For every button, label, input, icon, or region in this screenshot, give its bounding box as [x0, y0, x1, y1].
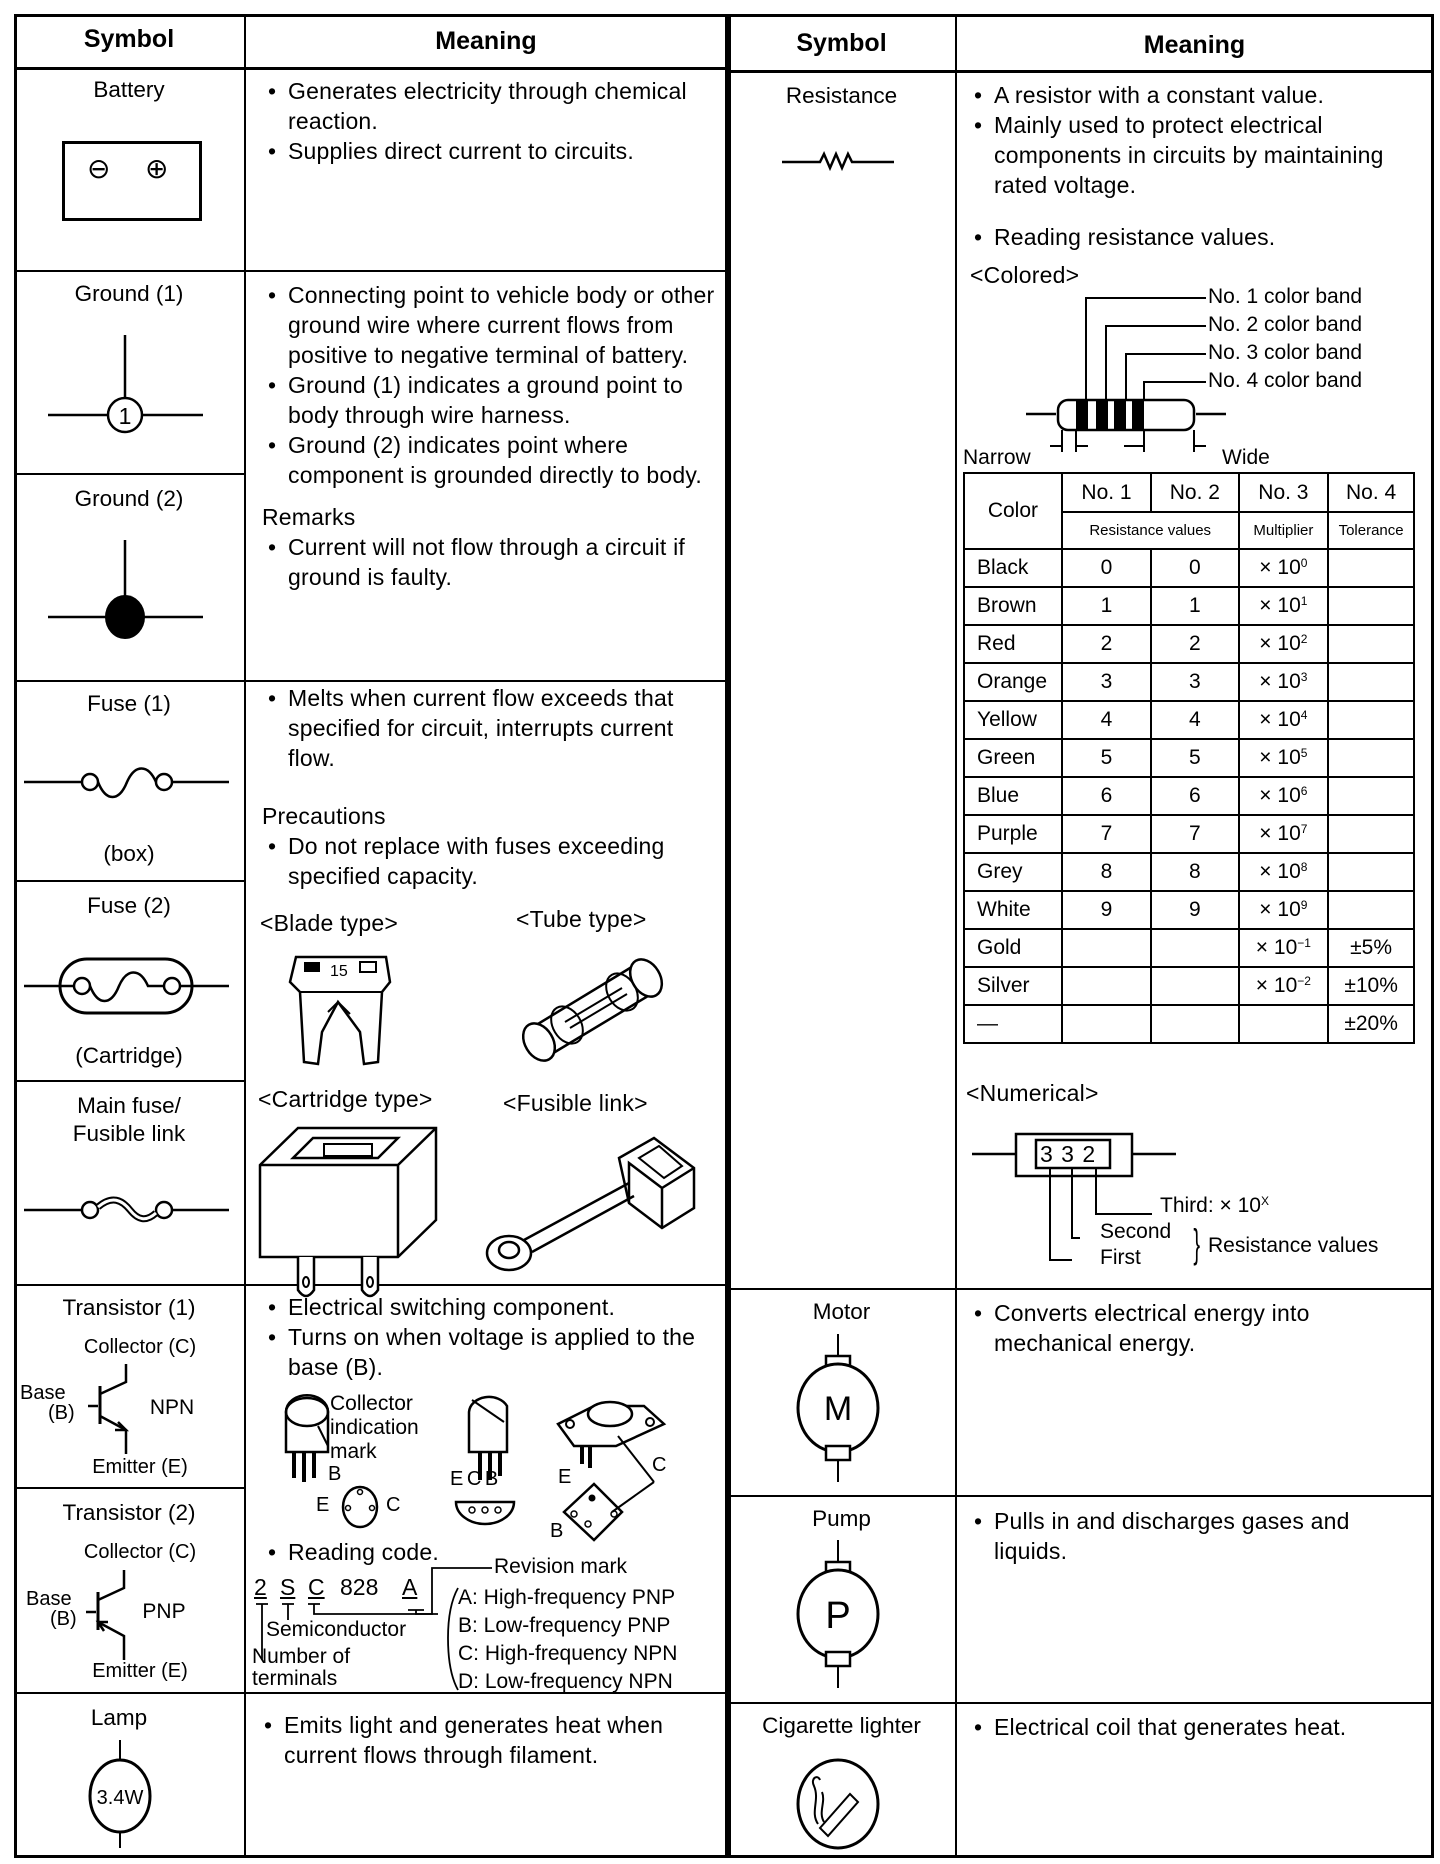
- minus-terminal-icon: ⊖: [87, 153, 111, 184]
- multiplier-cell: [1239, 701, 1329, 739]
- resistance-values-brace: }: [1193, 1222, 1201, 1266]
- transistor2-base: Base: [26, 1588, 72, 1610]
- pnp-transistor-icon: [86, 1570, 136, 1660]
- revision-mark-label: Revision mark: [494, 1555, 628, 1578]
- motor-label: Motor: [812, 1299, 871, 1324]
- no1-cell: 0: [1062, 549, 1151, 587]
- multiplier-base: × 10: [1259, 556, 1301, 579]
- bullet: • Do not replace with fuses exceeding specified capacity.: [262, 831, 722, 891]
- power-pin-b-label: B: [550, 1520, 564, 1542]
- multiplier-cell: [1239, 891, 1329, 929]
- bullet: • Pulls in and discharges gases and liquids.: [968, 1506, 1428, 1566]
- npn-transistor-icon: [88, 1364, 138, 1454]
- color-cell: Red: [964, 625, 1062, 663]
- band-label-3: No. 3 color band: [1208, 341, 1363, 364]
- table-row: [964, 701, 1414, 739]
- bullet: • Mainly used to protect electrical components in circuits by maintaining rated voltage.: [968, 110, 1428, 200]
- cigarette-lighter-meaning: [968, 1712, 1428, 1742]
- multiplier-base: × 10: [1259, 632, 1301, 655]
- cigarette-lighter-icon: [796, 1756, 886, 1856]
- wide-label: Wide: [1222, 446, 1270, 469]
- number-of-terminals-label: [252, 1646, 350, 1690]
- multiplier-base: × 10: [1259, 746, 1301, 769]
- color-code-rows: [964, 549, 1414, 1043]
- multiplier-cell: [1239, 549, 1329, 587]
- bullet: • Turns on when voltage is applied to the base (B).: [262, 1322, 722, 1382]
- col-header: No. 2: [1151, 473, 1238, 512]
- no2-cell: 1: [1151, 587, 1238, 625]
- bullet: • Converts electrical energy into mechanical energy.: [968, 1298, 1428, 1358]
- tolerance-cell: [1328, 891, 1414, 929]
- multiplier-base: × 10: [1255, 936, 1298, 959]
- bullet: • Electrical switching component.: [262, 1292, 722, 1322]
- no2-cell: 7: [1151, 815, 1238, 853]
- bullet: • Ground (1) indicates a ground point to body through wire harness.: [262, 370, 717, 430]
- multiplier-cell: [1239, 777, 1329, 815]
- multiplier-cell: [1239, 587, 1329, 625]
- fuse1-sublabel: (box): [103, 841, 155, 866]
- left-meaning-header: Meaning: [435, 27, 537, 55]
- code-revision: A: [402, 1574, 418, 1600]
- lamp-icon: [84, 1740, 164, 1850]
- tolerance-cell: ±10%: [1328, 967, 1414, 1005]
- transistor2-type: PNP: [142, 1600, 186, 1623]
- tolerance-cell: [1328, 739, 1414, 777]
- main-fuse-label: [14, 1092, 244, 1148]
- multiplier-base: × 10: [1259, 670, 1301, 693]
- bullet: • Electrical coil that generates heat.: [968, 1712, 1428, 1742]
- fuse2-label: Fuse (2): [87, 893, 171, 918]
- bullet: • A resistor with a constant value.: [968, 80, 1428, 110]
- multiplier-exponent: 5: [1300, 746, 1308, 760]
- table-row: [964, 777, 1414, 815]
- table-row: [964, 1005, 1414, 1043]
- tolerance-cell: [1328, 815, 1414, 853]
- tolerance-cell: [1328, 663, 1414, 701]
- lamp-label: Lamp: [90, 1705, 148, 1730]
- sub-header: Multiplier: [1239, 512, 1329, 549]
- color-cell: Purple: [964, 815, 1062, 853]
- cartridge-type-label: <Cartridge type>: [258, 1086, 433, 1112]
- row-divider: [728, 1495, 1434, 1497]
- color-code-table: [963, 472, 1415, 1044]
- narrow-label: Narrow: [963, 446, 1031, 469]
- ground-meaning: [262, 280, 717, 592]
- no2-cell: 2: [1151, 625, 1238, 663]
- tolerance-cell: [1328, 853, 1414, 891]
- color-cell: Grey: [964, 853, 1062, 891]
- revision-options: [458, 1584, 677, 1696]
- row-divider: [14, 270, 728, 272]
- pump-glyph: P: [825, 1595, 851, 1637]
- colored-title: <Colored>: [970, 262, 1080, 288]
- lamp-meaning: [258, 1710, 718, 1770]
- tolerance-cell: [1328, 587, 1414, 625]
- fuse1-icon: [24, 762, 229, 802]
- multiplier-base: × 10: [1255, 974, 1298, 997]
- code-number: 828: [340, 1574, 379, 1600]
- no2-cell: 6: [1151, 777, 1238, 815]
- row-divider: [14, 1487, 244, 1489]
- multiplier-cell: [1239, 815, 1329, 853]
- transistor-meaning: [262, 1292, 722, 1382]
- no2-cell: 0: [1151, 549, 1238, 587]
- row-divider: [14, 1080, 244, 1082]
- no2-cell: [1151, 1005, 1238, 1043]
- color-cell: Green: [964, 739, 1062, 777]
- power-pin-e-label: E: [558, 1466, 572, 1488]
- row-divider: [14, 473, 244, 475]
- multiplier-exponent: 7: [1300, 822, 1308, 836]
- bullet: • Generates electricity through chemical reaction.: [262, 76, 717, 136]
- color-cell: Yellow: [964, 701, 1062, 739]
- multiplier-base: × 10: [1259, 860, 1301, 883]
- table-row: [964, 625, 1414, 663]
- resistor-icon: [782, 150, 894, 170]
- no2-cell: [1151, 929, 1238, 967]
- second-label: Second: [1100, 1220, 1172, 1243]
- transistor1-emitter: Emitter (E): [92, 1456, 188, 1478]
- no1-cell: 5: [1062, 739, 1151, 777]
- tolerance-cell: [1328, 549, 1414, 587]
- color-cell: —: [964, 1005, 1062, 1043]
- multiplier-exponent: 6: [1300, 784, 1308, 798]
- table-row: [964, 587, 1414, 625]
- resistance-label: Resistance: [785, 83, 898, 108]
- row-divider: [14, 880, 244, 882]
- multiplier-base: × 10: [1259, 822, 1301, 845]
- table-row: [964, 663, 1414, 701]
- pump-meaning: [968, 1506, 1428, 1566]
- col-header: No. 1: [1062, 473, 1151, 512]
- tube-fuse-icon: [510, 950, 680, 1060]
- table-row: [964, 549, 1414, 587]
- multiplier-exponent: 0: [1300, 556, 1308, 570]
- table-row: [964, 739, 1414, 777]
- table-row: [964, 967, 1414, 1005]
- fuse2-icon: [24, 956, 229, 1016]
- left-symbol-header: Symbol: [83, 25, 175, 53]
- transistor1-label: Transistor (1): [62, 1295, 196, 1320]
- fuse1-label: Fuse (1): [87, 691, 171, 716]
- no1-cell: 2: [1062, 625, 1151, 663]
- tolerance-cell: ±20%: [1328, 1005, 1414, 1043]
- collector-mark-line: Collector: [330, 1392, 413, 1415]
- resistance-values-label: Resistance values: [1208, 1234, 1379, 1257]
- tolerance-cell: ±5%: [1328, 929, 1414, 967]
- no1-cell: 4: [1062, 701, 1151, 739]
- multiplier-exponent: 9: [1300, 898, 1308, 912]
- third-text: Third: × 10: [1160, 1194, 1261, 1217]
- bullet: • Connecting point to vehicle body or other ground wire where current flows from positive to negative terminal of battery.: [262, 280, 717, 370]
- band-label-1: No. 1 color band: [1208, 285, 1363, 308]
- lamp-rating: 3.4W: [96, 1787, 144, 1809]
- code-char-2: S: [280, 1574, 296, 1600]
- pump-label: Pump: [812, 1506, 871, 1531]
- table-row: [964, 929, 1414, 967]
- third-exp: X: [1260, 1194, 1269, 1208]
- no1-cell: 8: [1062, 853, 1151, 891]
- no1-cell: 3: [1062, 663, 1151, 701]
- transistor1-base-abbr: (B): [48, 1402, 75, 1424]
- sub-header: Tolerance: [1328, 512, 1414, 549]
- plus-terminal-icon: ⊕: [145, 153, 169, 184]
- flat-pinout-icon: [450, 1490, 520, 1530]
- fusible-link-type-label: <Fusible link>: [503, 1090, 648, 1116]
- terminals-line: terminals: [252, 1667, 338, 1690]
- tube-type-label: <Tube type>: [516, 906, 647, 932]
- multiplier-cell: [1239, 739, 1329, 777]
- row-divider: [728, 1288, 1434, 1290]
- col-header: No. 3: [1239, 473, 1329, 512]
- color-cell: Orange: [964, 663, 1062, 701]
- bullet: • Reading resistance values.: [968, 222, 1428, 252]
- fuse-meaning: [262, 683, 722, 891]
- transistor2-emitter: Emitter (E): [92, 1660, 188, 1682]
- no2-cell: 5: [1151, 739, 1238, 777]
- pin-c-label: C: [386, 1494, 401, 1516]
- no1-cell: [1062, 1005, 1151, 1043]
- pump-icon: [796, 1540, 886, 1690]
- third-label: [1160, 1194, 1269, 1218]
- multiplier-cell: [1239, 1005, 1329, 1043]
- color-cell: Gold: [964, 929, 1062, 967]
- color-header: Color: [964, 473, 1062, 549]
- row-divider: [14, 680, 728, 682]
- table-row: [964, 853, 1414, 891]
- ground2-label: Ground (2): [74, 486, 184, 511]
- color-cell: Black: [964, 549, 1062, 587]
- multiplier-cell: [1239, 967, 1329, 1005]
- multiplier-cell: [1239, 625, 1329, 663]
- tolerance-cell: [1328, 777, 1414, 815]
- color-cell: Brown: [964, 587, 1062, 625]
- multiplier-exponent: 4: [1300, 708, 1308, 722]
- motor-meaning: [968, 1298, 1428, 1358]
- bullet: • Melts when current flow exceeds that specified for circuit, interrupts current flow.: [262, 683, 722, 773]
- transistor2-label: Transistor (2): [62, 1500, 196, 1525]
- transistor1-base: Base: [20, 1382, 66, 1404]
- color-band-resistor-icon: [1026, 292, 1226, 472]
- bullet: • Emits light and generates heat when current flows through filament.: [258, 1710, 718, 1770]
- right-column-divider: [955, 14, 957, 1858]
- blade-type-label: <Blade type>: [260, 910, 398, 936]
- revision-option: D: Low-frequency NPN: [458, 1670, 673, 1693]
- multiplier-cell: [1239, 853, 1329, 891]
- terminals-line: Number of: [252, 1645, 351, 1668]
- no1-cell: 9: [1062, 891, 1151, 929]
- band-label-4: No. 4 color band: [1208, 369, 1363, 392]
- bullet: • Ground (2) indicates point where component is grounded directly to body.: [262, 430, 717, 490]
- transistor2-collector: Collector (C): [83, 1541, 197, 1563]
- battery-label: Battery: [93, 77, 165, 102]
- bullet: • Reading code.: [262, 1537, 439, 1567]
- table-row: [964, 815, 1414, 853]
- main-fuse-label-line1: Main fuse/: [77, 1093, 181, 1118]
- color-cell: Blue: [964, 777, 1062, 815]
- code-char-3: C: [308, 1574, 325, 1600]
- multiplier-base: × 10: [1259, 784, 1301, 807]
- remarks-title: Remarks: [262, 504, 356, 530]
- no2-cell: 3: [1151, 663, 1238, 701]
- tolerance-cell: [1328, 625, 1414, 663]
- multiplier-base: × 10: [1259, 708, 1301, 731]
- no2-cell: 4: [1151, 701, 1238, 739]
- no2-cell: [1151, 967, 1238, 1005]
- no1-cell: [1062, 929, 1151, 967]
- fusible-link-part-icon: [484, 1128, 704, 1268]
- motor-glyph: M: [823, 1390, 853, 1428]
- bullet: • Current will not flow through a circuit if ground is faulty.: [262, 532, 717, 592]
- multiplier-exponent: 1: [1300, 594, 1308, 608]
- col-header: No. 4: [1328, 473, 1414, 512]
- no2-cell: 8: [1151, 853, 1238, 891]
- revision-option: C: High-frequency NPN: [458, 1642, 678, 1665]
- power-pin-c-label: C: [652, 1454, 667, 1476]
- fuse2-sublabel: (Cartridge): [75, 1043, 183, 1068]
- table-header-row: [964, 473, 1414, 512]
- multiplier-exponent: 2: [1300, 632, 1308, 646]
- band-label-2: No. 2 color band: [1208, 313, 1363, 336]
- multiplier-cell: [1239, 663, 1329, 701]
- multiplier-exponent: −1: [1297, 936, 1311, 950]
- ground1-label: Ground (1): [74, 281, 184, 306]
- revision-option: A: High-frequency PNP: [458, 1586, 676, 1609]
- multiplier-base: × 10: [1259, 898, 1301, 921]
- no1-cell: 7: [1062, 815, 1151, 853]
- multiplier-cell: [1239, 929, 1329, 967]
- right-symbol-header: Symbol: [796, 29, 887, 57]
- multiplier-exponent: −2: [1297, 974, 1311, 988]
- cigarette-lighter-label: Cigarette lighter: [762, 1713, 921, 1738]
- main-fuse-label-line2: Fusible link: [72, 1121, 186, 1146]
- motor-icon: [796, 1334, 886, 1484]
- numerical-code: 3 3 2: [1040, 1141, 1097, 1167]
- color-cell: White: [964, 891, 1062, 929]
- ground2-icon: [48, 540, 208, 650]
- blade-rating: 15: [330, 963, 348, 980]
- no2-cell: 9: [1151, 891, 1238, 929]
- semiconductor-label: Semiconductor: [266, 1618, 407, 1641]
- code-char-1: 2: [254, 1574, 267, 1600]
- multiplier-exponent: 3: [1300, 670, 1308, 684]
- color-cell: Silver: [964, 967, 1062, 1005]
- to92-pinout-icon: [336, 1482, 386, 1532]
- no1-cell: [1062, 967, 1151, 1005]
- ground1-icon: [48, 330, 208, 440]
- table-row: [964, 891, 1414, 929]
- pin-e-label: E: [316, 1494, 330, 1516]
- transistor2-base-abbr: (B): [50, 1608, 77, 1630]
- left-column-divider: [244, 14, 246, 1858]
- no1-cell: 6: [1062, 777, 1151, 815]
- bullet: • Supplies direct current to circuits.: [262, 136, 717, 166]
- precautions-title: Precautions: [262, 803, 386, 829]
- transistor1-type: NPN: [149, 1396, 195, 1419]
- multiplier-exponent: 8: [1300, 860, 1308, 874]
- collector-mark-line: mark: [330, 1440, 377, 1463]
- pin-b-label: B: [328, 1463, 342, 1485]
- flat-transistor-pins: E C B: [450, 1468, 499, 1490]
- fusible-link-icon: [24, 1190, 229, 1230]
- sub-header: Resistance values: [1062, 512, 1239, 549]
- collector-indication-mark-label: [330, 1392, 419, 1464]
- tolerance-cell: [1328, 701, 1414, 739]
- no1-cell: 1: [1062, 587, 1151, 625]
- battery-icon: [62, 141, 202, 221]
- ground-number: 1: [118, 403, 132, 429]
- first-label: First: [1100, 1246, 1141, 1269]
- collector-mark-line: indication: [330, 1416, 419, 1439]
- battery-meaning: [262, 76, 717, 166]
- revision-option: B: Low-frequency PNP: [458, 1614, 671, 1637]
- multiplier-base: × 10: [1259, 594, 1301, 617]
- resistance-meaning: [968, 80, 1428, 252]
- row-divider: [728, 1702, 1434, 1704]
- numerical-title: <Numerical>: [966, 1080, 1099, 1106]
- transistor1-collector: Collector (C): [83, 1336, 197, 1358]
- cartridge-fuse-icon: [258, 1120, 448, 1270]
- right-meaning-header: Meaning: [1143, 31, 1246, 59]
- blade-fuse-icon: [278, 952, 408, 1072]
